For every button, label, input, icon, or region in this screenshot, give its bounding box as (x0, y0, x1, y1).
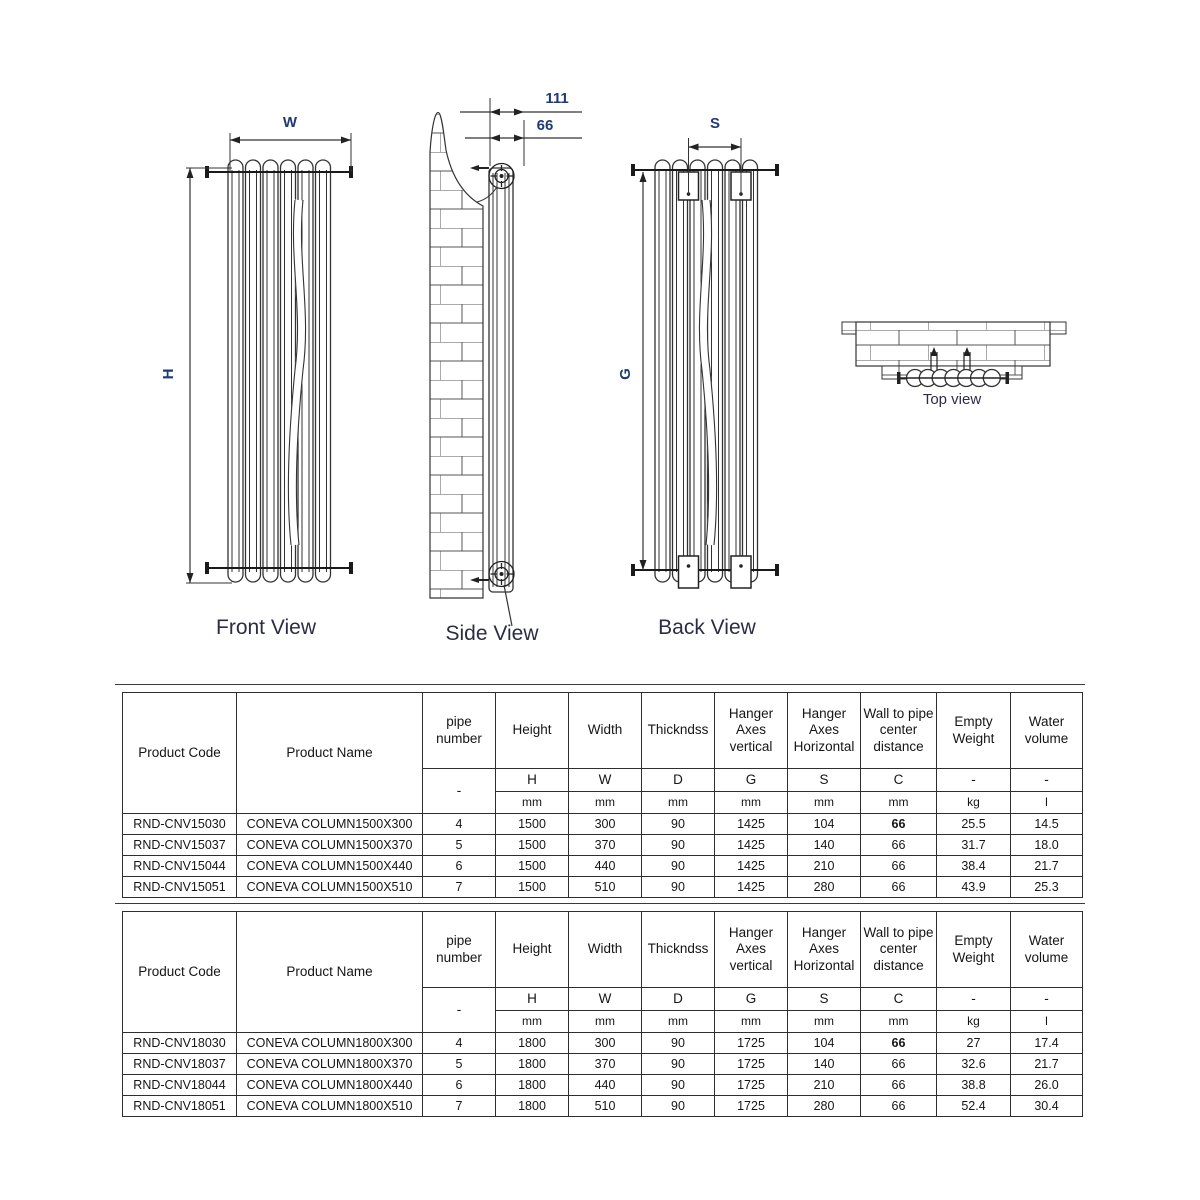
spec-table-1500-series (122, 692, 1083, 898)
data-cell: 52.4 (937, 1096, 1011, 1117)
column-header: Hanger Axes Horizontal (788, 912, 861, 988)
data-cell: 66 (861, 835, 937, 856)
data-cell: 90 (642, 1033, 715, 1054)
data-cell: CONEVA COLUMN1800X370 (237, 1054, 423, 1075)
data-cell: 90 (642, 856, 715, 877)
table-frame-line-1 (115, 684, 1085, 685)
symbol-cell: W (569, 769, 642, 792)
data-cell: 1425 (715, 814, 788, 835)
data-cell: 1725 (715, 1096, 788, 1117)
data-cell: 14.5 (1011, 814, 1083, 835)
unit-cell: kg (937, 792, 1011, 814)
data-cell: RND-CNV18030 (123, 1033, 237, 1054)
data-cell: CONEVA COLUMN1500X440 (237, 856, 423, 877)
data-cell: 210 (788, 1075, 861, 1096)
symbol-cell: C (861, 769, 937, 792)
column-header: Height (496, 912, 569, 988)
symbol-cell: S (788, 769, 861, 792)
data-cell: 1725 (715, 1033, 788, 1054)
column-header: Thickndss (642, 693, 715, 769)
data-cell: 1800 (496, 1096, 569, 1117)
table-row (123, 814, 1083, 835)
data-cell: 66 (861, 814, 937, 835)
data-cell: 440 (569, 856, 642, 877)
table-row (123, 1075, 1083, 1096)
table-row (123, 1033, 1083, 1054)
data-cell: 1800 (496, 1054, 569, 1075)
data-cell: 66 (861, 856, 937, 877)
data-cell: 38.4 (937, 856, 1011, 877)
column-header: Empty Weight (937, 693, 1011, 769)
data-cell: 210 (788, 856, 861, 877)
column-header: pipe number (423, 693, 496, 769)
column-header: Product Code (123, 912, 237, 1033)
unit-cell: mm (569, 792, 642, 814)
data-cell: CONEVA COLUMN1800X510 (237, 1096, 423, 1117)
data-cell: 31.7 (937, 835, 1011, 856)
data-cell: 370 (569, 835, 642, 856)
column-header: Product Name (237, 693, 423, 814)
data-cell: 4 (423, 814, 496, 835)
symbol-cell: - (937, 769, 1011, 792)
dim-g-label: G (617, 368, 634, 380)
unit-cell: kg (937, 1011, 1011, 1033)
data-cell: 66 (861, 1096, 937, 1117)
front-view-label: Front View (216, 616, 316, 639)
table-frame-line-2 (115, 903, 1085, 904)
symbol-cell: - (937, 988, 1011, 1011)
column-header: Water volume (1011, 693, 1083, 769)
data-cell: CONEVA COLUMN1500X300 (237, 814, 423, 835)
data-cell: 1425 (715, 856, 788, 877)
table-row (123, 1096, 1083, 1117)
column-header: Thickndss (642, 912, 715, 988)
data-cell: 25.3 (1011, 877, 1083, 898)
symbol-cell: D (642, 769, 715, 792)
data-cell: 1425 (715, 835, 788, 856)
data-cell: 26.0 (1011, 1075, 1083, 1096)
symbol-cell: G (715, 769, 788, 792)
data-cell: 1500 (496, 814, 569, 835)
unit-cell: l (1011, 792, 1083, 814)
unit-cell: mm (642, 1011, 715, 1033)
data-cell: 1800 (496, 1033, 569, 1054)
data-cell: 104 (788, 1033, 861, 1054)
unit-cell: mm (861, 1011, 937, 1033)
data-cell: 1500 (496, 877, 569, 898)
data-cell: 17.4 (1011, 1033, 1083, 1054)
data-cell: CONEVA COLUMN1800X440 (237, 1075, 423, 1096)
top-view-drawing (842, 322, 1066, 408)
data-cell: RND-CNV18037 (123, 1054, 237, 1075)
column-header: Width (569, 912, 642, 988)
data-cell: 66 (861, 877, 937, 898)
data-cell: 510 (569, 877, 642, 898)
symbol-cell: H (496, 769, 569, 792)
table-row (123, 877, 1083, 898)
data-cell: 18.0 (1011, 835, 1083, 856)
symbol-cell: S (788, 988, 861, 1011)
data-cell: 25.5 (937, 814, 1011, 835)
data-cell: 32.6 (937, 1054, 1011, 1075)
data-cell: 66 (861, 1075, 937, 1096)
symbol-cell: H (496, 988, 569, 1011)
symbol-cell: W (569, 988, 642, 1011)
column-header: Hanger Axes vertical (715, 912, 788, 988)
data-cell: 21.7 (1011, 856, 1083, 877)
dim-h-label: H (160, 368, 177, 380)
dim-s-label: S (709, 115, 721, 132)
data-cell: 7 (423, 1096, 496, 1117)
data-cell: CONEVA COLUMN1500X370 (237, 835, 423, 856)
unit-cell: mm (496, 1011, 569, 1033)
data-cell: 1725 (715, 1075, 788, 1096)
data-cell: 38.8 (937, 1075, 1011, 1096)
data-cell: CONEVA COLUMN1500X510 (237, 877, 423, 898)
unit-cell: mm (496, 792, 569, 814)
column-header: Water volume (1011, 912, 1083, 988)
data-cell: 510 (569, 1096, 642, 1117)
data-cell: 4 (423, 1033, 496, 1054)
data-cell: 104 (788, 814, 861, 835)
data-cell: RND-CNV15044 (123, 856, 237, 877)
data-cell: 370 (569, 1054, 642, 1075)
column-header: Wall to pipe center distance (861, 693, 937, 769)
data-cell: 440 (569, 1075, 642, 1096)
column-header: Product Name (237, 912, 423, 1033)
data-cell: 6 (423, 856, 496, 877)
data-cell: 5 (423, 1054, 496, 1075)
symbol-cell: - (423, 988, 496, 1033)
back-view-drawing (617, 115, 779, 639)
unit-cell: mm (569, 1011, 642, 1033)
spec-table-1800-series (122, 911, 1083, 1117)
column-header: Height (496, 693, 569, 769)
column-header: Hanger Axes vertical (715, 693, 788, 769)
dim-66-label: 66 (536, 117, 554, 134)
side-view-drawing (430, 90, 582, 645)
data-cell: RND-CNV18051 (123, 1096, 237, 1117)
data-cell: 27 (937, 1033, 1011, 1054)
data-cell: 140 (788, 1054, 861, 1075)
data-cell: 30.4 (1011, 1096, 1083, 1117)
data-cell: 43.9 (937, 877, 1011, 898)
data-cell: 1500 (496, 856, 569, 877)
data-cell: RND-CNV18044 (123, 1075, 237, 1096)
symbol-cell: - (1011, 769, 1083, 792)
data-cell: 90 (642, 1054, 715, 1075)
column-header: Product Code (123, 693, 237, 814)
front-view-drawing (160, 114, 353, 639)
data-cell: 1500 (496, 835, 569, 856)
column-header: Wall to pipe center distance (861, 912, 937, 988)
data-cell: RND-CNV15030 (123, 814, 237, 835)
data-cell: 1800 (496, 1075, 569, 1096)
data-cell: RND-CNV15051 (123, 877, 237, 898)
data-cell: 280 (788, 877, 861, 898)
data-cell: RND-CNV15037 (123, 835, 237, 856)
back-view-label: Back View (658, 616, 756, 639)
data-cell: 90 (642, 877, 715, 898)
unit-cell: mm (642, 792, 715, 814)
column-header: Hanger Axes Horizontal (788, 693, 861, 769)
data-cell: CONEVA COLUMN1800X300 (237, 1033, 423, 1054)
column-header: Width (569, 693, 642, 769)
unit-cell: mm (861, 792, 937, 814)
data-cell: 90 (642, 1075, 715, 1096)
data-cell: 300 (569, 814, 642, 835)
data-cell: 66 (861, 1054, 937, 1075)
symbol-cell: D (642, 988, 715, 1011)
data-cell: 300 (569, 1033, 642, 1054)
data-cell: 90 (642, 814, 715, 835)
data-cell: 90 (642, 835, 715, 856)
symbol-cell: G (715, 988, 788, 1011)
data-cell: 6 (423, 1075, 496, 1096)
unit-cell: mm (788, 1011, 861, 1033)
data-cell: 21.7 (1011, 1054, 1083, 1075)
dim-w-label: W (282, 114, 298, 131)
data-cell: 280 (788, 1096, 861, 1117)
table-row (123, 835, 1083, 856)
data-cell: 7 (423, 877, 496, 898)
symbol-cell: - (423, 769, 496, 814)
column-header: Empty Weight (937, 912, 1011, 988)
data-cell: 1725 (715, 1054, 788, 1075)
top-view-label: Top view (922, 391, 982, 408)
table-row (123, 1054, 1083, 1075)
unit-cell: mm (788, 792, 861, 814)
column-header: pipe number (423, 912, 496, 988)
unit-cell: mm (715, 792, 788, 814)
data-cell: 66 (861, 1033, 937, 1054)
data-cell: 1425 (715, 877, 788, 898)
data-cell: 90 (642, 1096, 715, 1117)
side-view-label: Side View (445, 622, 539, 645)
unit-cell: mm (715, 1011, 788, 1033)
unit-cell: l (1011, 1011, 1083, 1033)
dim-111-label: 111 (545, 90, 569, 107)
symbol-cell: - (1011, 988, 1083, 1011)
symbol-cell: C (861, 988, 937, 1011)
data-cell: 5 (423, 835, 496, 856)
table-row (123, 856, 1083, 877)
data-cell: 140 (788, 835, 861, 856)
